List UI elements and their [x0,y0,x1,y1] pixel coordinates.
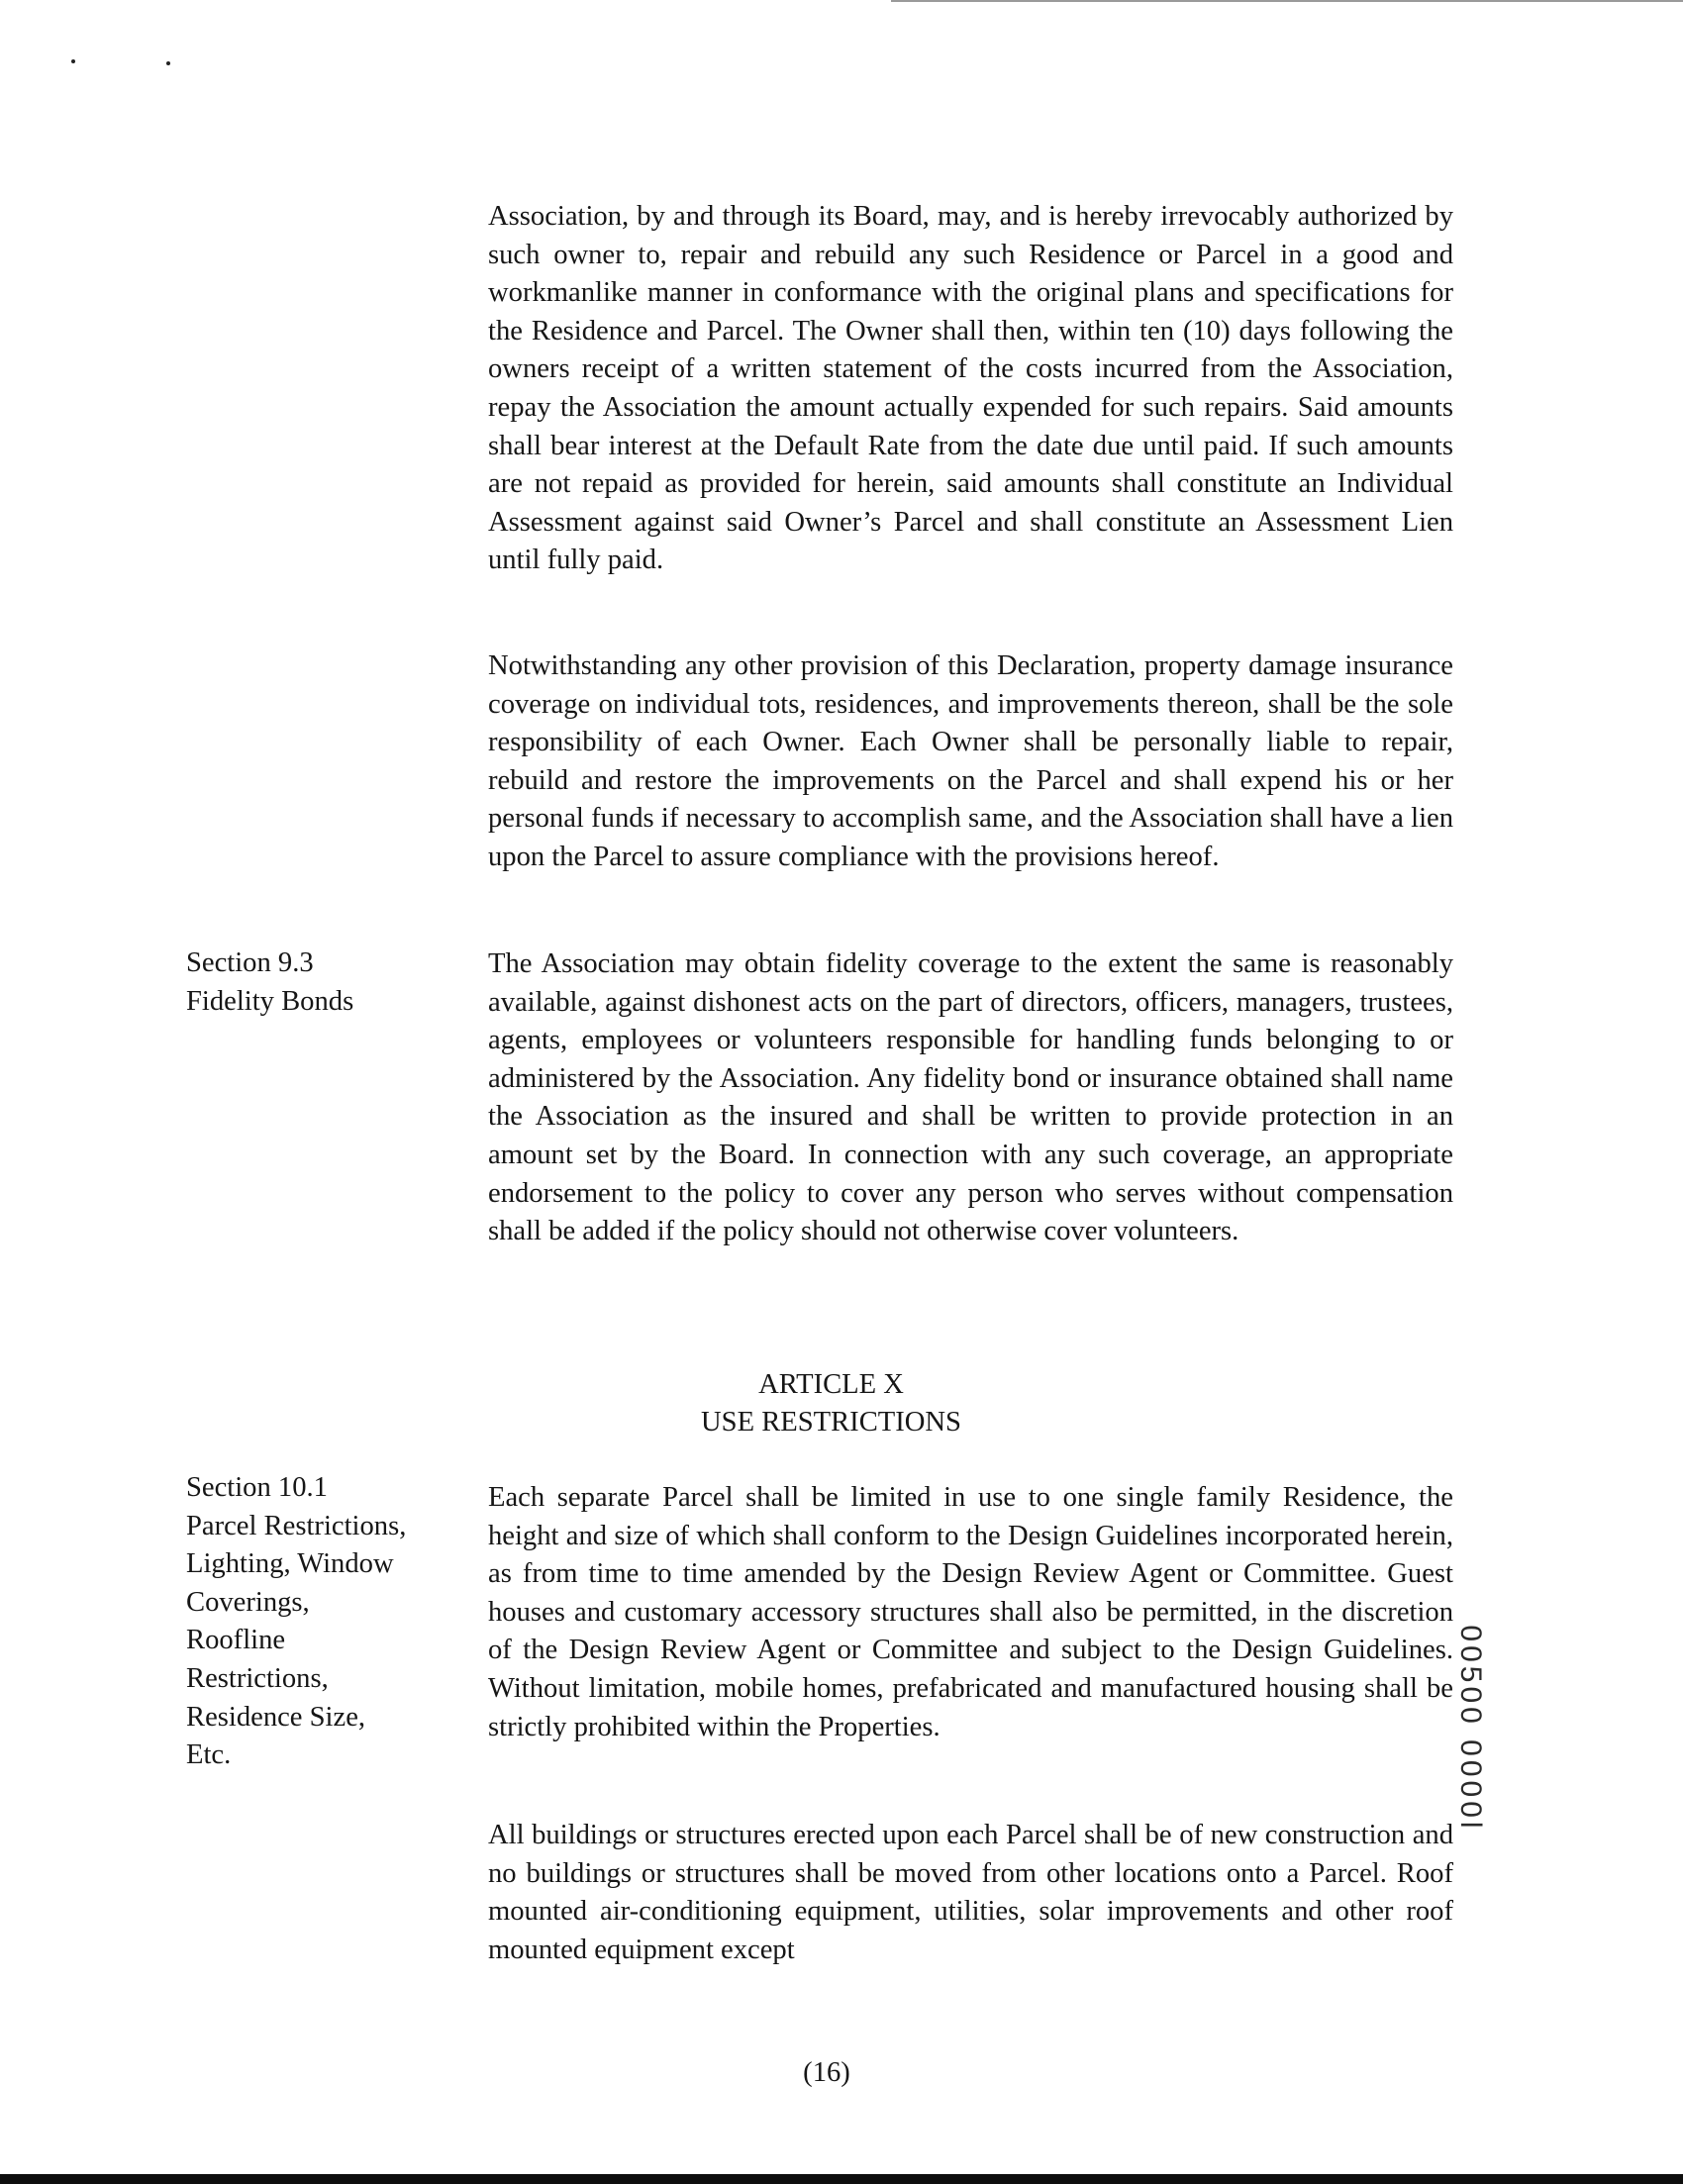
section-10-1-heading: Section 10.1 Parcel Restrictions, Lighting, Window Coverings, Roofline Restrictions, Residence Size, Etc. [186,1472,407,1771]
paragraph-parcel-restrictions: Each separate Parcel shall be limited in use to one single family Residence, the height and size of which shall conform to the Design Guidelines incorporated herein, as from time to time amended by the Design Review Agent or Committee. Guest houses and customary accessory structures shall also be permitted, in the discretion of the Design Review Agent or Committee and subject to the Design Guidelines. Without limitation, mobile homes, prefabricated and manufactured housing shall be strictly prohibited within the Properties. [488,1482,1453,1742]
paragraph-repair-rebuild: Association, by and through its Board, may, and is hereby irrevocably authorized by such owner to, repair and rebuild any such Residence or Parcel in a good and workmanlike manner in conformance with the original plans and specifications for the Residence and Parcel. The Owner shall then, within ten (10) days following the owners receipt of a written statement of the costs incurred from the Association, repay the Association the amount actually expended for such repairs. Said amounts shall bear interest at the Default Rate from the date due until paid. If such amounts are not repaid as provided for herein, said amounts shall constitute an Individual Assessment against said Owner’s Parcel and shall constitute an Assessment Lien until fully paid. [488,201,1453,576]
bates-number-stamp: 00500 0000l [1454,1625,1487,1833]
scan-edge-bar [0,2174,1683,2184]
paragraph-new-construction: All buildings or structures erected upon each Parcel shall be of new construction and no buildings or structures shall be moved from other locations onto a Parcel. Roof mounted air-conditioning equipment, utilities, solar improvements and other roof mounted equipment except [488,1820,1453,1965]
section-9-3-heading: Section 9.3 Fidelity Bonds [186,947,354,1017]
scan-edge-line [891,0,1683,2]
scan-speck [166,61,170,65]
scan-speck [71,59,75,63]
article-number: ARTICLE X [758,1369,904,1400]
article-title: USE RESTRICTIONS [701,1407,961,1438]
paragraph-property-insurance: Notwithstanding any other provision of this Declaration, property damage insurance coverage on individual tots, residences, and improvements thereon, shall be the sole responsibility of each Owner. Each Owner shall be personally liable to repair, rebuild and restore the improvements on the Parcel and shall expend his or her personal funds if necessary to accomplish same, and the Association shall have a lien upon the Parcel to assure compliance with the provisions hereof. [488,650,1453,872]
page-number: (16) [803,2057,850,2088]
paragraph-fidelity-bonds: The Association may obtain fidelity coverage to the extent the same is reasonably available, against dishonest acts on the part of directors, officers, managers, trustees, agents, employees or volunteers responsible for handling funds belonging to or administered by the Association. Any fidelity bond or insurance obtained shall name the Association as the insured and shall be written to provide protection in an amount set by the Board. In connection with any such coverage, an appropriate endorsement to the policy to cover any person who serves without compensation shall be added if the policy should not otherwise cover volunteers. [488,948,1453,1247]
